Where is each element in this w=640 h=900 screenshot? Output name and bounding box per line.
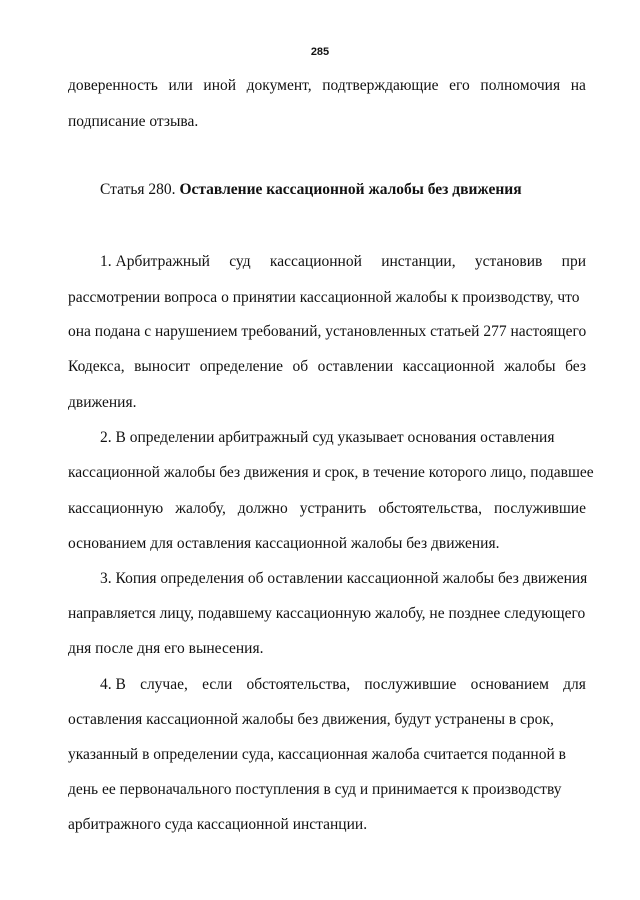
word: устранить — [299, 500, 367, 517]
word: установив — [474, 253, 543, 270]
word: случае, — [140, 676, 188, 693]
p3-line-2: направляется лицу, подавшему кассационную жалобу, не позднее следующего — [68, 605, 586, 622]
p1-line-4 — [68, 358, 586, 376]
word: кассационную — [68, 500, 164, 517]
p3-line-3: дня после дня его вынесения. — [68, 640, 264, 657]
word: иной — [203, 77, 237, 94]
word: выносит — [134, 358, 191, 375]
word: определение — [199, 358, 284, 375]
p4-line-5: арбитражного суда кассационной инстанции. — [68, 816, 368, 833]
word: на — [570, 77, 586, 94]
word: полномочия — [480, 77, 561, 94]
word: 1. Арбитражный — [100, 253, 210, 270]
p4-line-2: оставления кассационной жалобы без движения, будут устранены в срок, — [68, 711, 554, 728]
word: послужившие — [493, 500, 586, 517]
word: подтверждающие — [322, 77, 439, 94]
word: послужившие — [364, 676, 457, 693]
p2-line-2: кассационной жалобы без движения и срок, в течение которого лицо, подавшее — [68, 464, 594, 481]
word: жалобу, — [175, 500, 226, 517]
p2-line-4: основанием для оставления кассационной жалобы без движения. — [68, 535, 500, 552]
word: оставлении — [317, 358, 394, 375]
word: или — [168, 77, 193, 94]
word: Кодекса, — [68, 358, 125, 375]
word: кассационной — [402, 358, 495, 375]
word: его — [449, 77, 470, 94]
article-heading — [100, 181, 522, 199]
word: доверенность — [68, 77, 158, 94]
continuation-line-1 — [68, 77, 586, 95]
p1-line-1 — [100, 253, 586, 271]
word: 4. В — [100, 676, 126, 693]
p3-line-1: 3. Копия определения об оставлении кассационной жалобы без движения — [100, 570, 588, 587]
p1-line-5: движения. — [68, 394, 137, 411]
article-title: Оставление кассационной жалобы без движения — [179, 181, 522, 198]
word: если — [202, 676, 233, 693]
word: инстанции, — [381, 253, 456, 270]
continuation-line-2: подписание отзыва. — [68, 113, 199, 130]
word: суд — [229, 253, 251, 270]
word: обстоятельства, — [378, 500, 482, 517]
word: документ, — [246, 77, 312, 94]
word: обстоятельства, — [246, 676, 351, 693]
word: основанием — [470, 676, 549, 693]
p1-line-2: рассмотрении вопроса о принятии кассационной жалобы к производству, что — [68, 289, 580, 306]
p4-line-1 — [100, 676, 586, 694]
word: без — [565, 358, 586, 375]
p4-line-3: указанный в определении суда, кассационная жалоба считается поданной в — [68, 746, 566, 763]
word: для — [563, 676, 586, 693]
page-number: 285 — [310, 46, 330, 58]
p4-line-4: день ее первоначального поступления в суд и принимается к производству — [68, 781, 562, 798]
p1-line-3: она подана с нарушением требований, установленных статьей 277 настоящего — [68, 323, 587, 340]
word: кассационной — [269, 253, 362, 270]
p2-line-3 — [68, 500, 586, 518]
word: при — [561, 253, 586, 270]
word: жалобы — [504, 358, 556, 375]
word: об — [292, 358, 309, 375]
p2-line-1: 2. В определении арбитражный суд указывает основания оставления — [100, 429, 555, 446]
article-label: Статья 280. — [100, 181, 176, 198]
word: должно — [237, 500, 288, 517]
